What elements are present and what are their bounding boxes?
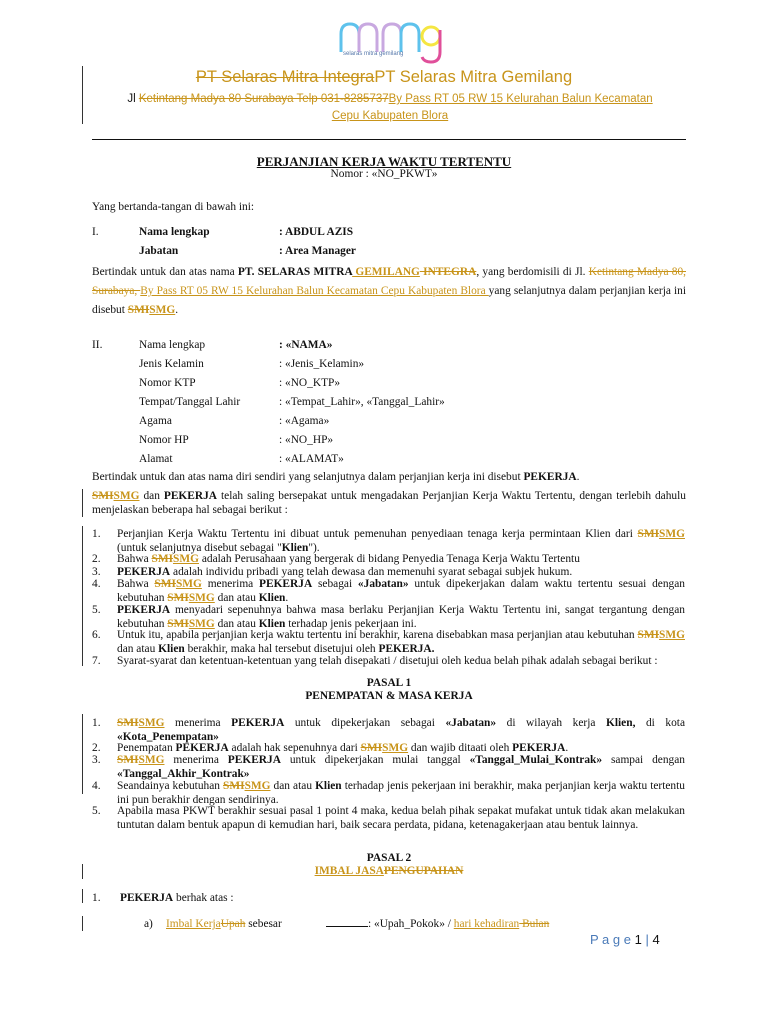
list-number: 7. xyxy=(92,655,101,667)
blank-line xyxy=(326,926,368,927)
party1-position-label: Jabatan xyxy=(139,245,179,257)
recital-item xyxy=(117,552,685,566)
text-run: , yang berdomisili di Jl. xyxy=(476,266,589,278)
list-number: 2. xyxy=(92,553,101,565)
party2-field-label: Nama lengkap xyxy=(139,339,206,351)
text-run: . xyxy=(175,304,179,316)
page-footer xyxy=(590,932,660,948)
text-run: By Pass RT 05 RW 15 Kelurahan Balun Kecamatan Cepu Kabupaten Blora xyxy=(140,285,489,297)
text-run: PEKERJA xyxy=(259,578,313,590)
text-run: Klien, xyxy=(605,717,636,729)
text-run: SMI xyxy=(637,528,660,540)
party2-field-label: Tempat/Tanggal Lahir xyxy=(139,396,241,408)
text-run: Klien xyxy=(258,618,286,630)
text-run: terhadap jenis pekerjaan ini. xyxy=(285,618,417,630)
text-run: adalah Perusahaan yang bergerak di bidang Penyedia Tenaga Kerja Waktu Tertentu xyxy=(198,553,580,565)
party2-field-value: : «NAMA» xyxy=(279,339,333,351)
text-run: menerima xyxy=(164,717,232,729)
text-run: PEKERJA xyxy=(117,566,171,578)
text-run: SMI xyxy=(117,717,139,729)
text-run: Untuk itu, apabila perjanjian kerja waktu tertentu ini berakhir, karena disebabkan masa perjanjian atau kebutuhan xyxy=(117,629,638,641)
text-run: sebagai xyxy=(312,578,358,590)
page-total: 4 xyxy=(652,932,660,947)
party2-field-value: : «NO_KTP» xyxy=(279,377,341,389)
text-run: dan atau xyxy=(214,618,259,630)
text-run: INTEGRA xyxy=(419,266,477,278)
text-run: Bahwa xyxy=(117,553,152,565)
list-number: 4. xyxy=(92,578,101,590)
recital-item xyxy=(117,654,685,668)
header-divider xyxy=(92,139,686,140)
text-run: PEKERJA xyxy=(512,742,566,754)
text-run: berakhir, maka hal tersebut disetujui oleh xyxy=(184,643,379,655)
text-run: PEKERJA xyxy=(523,471,577,483)
text-run: «Tanggal_Akhir_Kontrak» xyxy=(117,768,250,780)
party1-name-label: Nama lengkap xyxy=(139,226,210,238)
text-run: sampai dengan xyxy=(602,754,685,766)
text-run: sebesar xyxy=(245,918,282,930)
party2-field-value: : «NO_HP» xyxy=(279,434,334,446)
pasal2-subtitle xyxy=(0,865,768,877)
document-number: Nomor : «NO_PKWT» xyxy=(330,168,438,180)
text-run: SMG xyxy=(188,592,215,604)
list-number: 1. xyxy=(92,717,101,729)
text-run: PEKERJA xyxy=(117,604,171,616)
address-new-1: By Pass RT 05 RW 15 Kelurahan Balun Kecamatan xyxy=(388,93,653,105)
text-run: PT. SELARAS MITRA xyxy=(237,266,353,278)
list-number: 3. xyxy=(92,566,101,578)
text-run: yang selanjutnya dalam perjanjian kerja ini disebut xyxy=(92,285,686,316)
list-number: 3. xyxy=(92,754,101,766)
recital-item xyxy=(117,527,685,555)
document-title: PERJANJIAN KERJA WAKTU TERTENTU xyxy=(256,154,512,169)
text-run: menyadari sepenuhnya bahwa masa berlaku Perjanjian Kerja Waktu Tertentu ini, sangat tergantung dengan kebutuhan xyxy=(117,604,685,630)
pasal2-subitem-value xyxy=(368,917,549,931)
recital-item xyxy=(117,603,685,631)
pasal1-item xyxy=(117,716,685,744)
pasal1-item xyxy=(117,753,685,781)
party1-position-value: : Area Manager xyxy=(279,245,356,257)
recital-item xyxy=(117,628,685,656)
text-run: SMG xyxy=(113,490,140,502)
party1-paragraph xyxy=(92,263,686,320)
text-run: Perjanjian Kerja Waktu Tertentu ini dibuat untuk pemenuhan penyediaan tenaga kerja permintaan Klien dari xyxy=(117,528,638,540)
text-run: dan atau xyxy=(214,592,259,604)
list-number: 5. xyxy=(92,604,101,616)
party2-field-value: : «ALAMAT» xyxy=(279,453,344,465)
text-run: SMI xyxy=(92,490,114,502)
text-run: . xyxy=(576,471,580,483)
revision-bar xyxy=(82,526,83,666)
text-run: «Kota_Penempatan» xyxy=(117,731,219,743)
text-run: : «Upah_Pokok» / xyxy=(368,918,454,930)
text-run: SMG xyxy=(173,553,199,565)
text-run: di wilayah kerja xyxy=(496,717,606,729)
pasal2-title: PASAL 2 xyxy=(366,852,412,864)
party2-field-value: : «Jenis_Kelamin» xyxy=(279,358,365,370)
pasal2-item xyxy=(120,891,234,905)
text-run: «Tanggal_Mulai_Kontrak» xyxy=(469,754,603,766)
party1-label: I. xyxy=(92,226,99,238)
text-run: PEKERJA xyxy=(175,742,229,754)
address-new-2: Cepu Kabupaten Blora xyxy=(331,110,449,122)
company-name xyxy=(0,68,768,87)
text-run: Apabila masa PKWT berakhir sesuai pasal 1 point 4 maka, kedua belah pihak sepakat mufakat untuk tidak akan melakukan tuntutan dalam bentuk apapun di kemudian hari, baik secara perdata, pidana, ketenagakerjaan atau bentuk lainnya. xyxy=(117,805,685,831)
sub-item-label: a) xyxy=(144,918,153,930)
recital-item xyxy=(117,577,685,605)
text-run: Syarat-syarat dan ketentuan-ketentuan yang telah disepakati / disetujui oleh kedua belah pihak adalah sebagai berikut : xyxy=(117,655,658,667)
revision-bar xyxy=(82,916,83,931)
list-number: 5. xyxy=(92,805,101,817)
text-run: PEKERJA xyxy=(120,892,174,904)
text-run: SMG xyxy=(175,578,202,590)
party2-paragraph xyxy=(92,470,580,484)
text-run: PENGUPAHAN xyxy=(383,865,464,877)
party2-field-label: Nomor KTP xyxy=(139,377,196,389)
text-run: SMG xyxy=(188,618,215,630)
text-run: Klien xyxy=(258,592,286,604)
text-run: dan atau xyxy=(270,780,316,792)
text-run: SMG xyxy=(659,528,685,540)
party2-field-label: Jenis Kelamin xyxy=(139,358,204,370)
party2-field-value: : «Tempat_Lahir», «Tanggal_Lahir» xyxy=(279,396,445,408)
revision-bar xyxy=(82,489,83,517)
list-number: 1. xyxy=(92,892,101,904)
text-run: SMG xyxy=(149,304,176,316)
text-run: SMG xyxy=(138,754,165,766)
text-run: SMG xyxy=(659,629,685,641)
text-run: adalah individu pribadi yang telah dewasa dan memenuhi syarat sebagai subjek hukum. xyxy=(170,566,573,578)
text-run: SMI xyxy=(167,618,189,630)
text-run: PEKERJA xyxy=(231,717,285,729)
page-label: P a g e xyxy=(590,932,631,947)
text-run: PEKERJA. xyxy=(378,643,435,655)
text-run: SMI xyxy=(117,754,139,766)
text-run: «Jabatan» xyxy=(445,717,497,729)
text-run: Bertindak untuk dan atas nama xyxy=(92,266,238,278)
text-run: di kota xyxy=(635,717,685,729)
party2-label: II. xyxy=(92,339,103,351)
text-run: Ketintang Madya 80, Surabaya, xyxy=(92,266,687,297)
text-run: Imbal Kerja xyxy=(166,918,221,930)
page-number: 1 xyxy=(634,932,642,947)
text-run: "). xyxy=(308,542,320,554)
page-separator: | xyxy=(645,932,649,947)
intro-text: Yang bertanda-tangan di bawah ini: xyxy=(92,201,255,213)
pasal1-title: PASAL 1 xyxy=(366,677,412,689)
agreement-paragraph xyxy=(92,489,686,517)
text-run: «Jabatan» xyxy=(357,578,409,590)
party2-field-value: : «Agama» xyxy=(279,415,330,427)
address-old: Ketintang Madya 80 Surabaya Telp 031-8285737 xyxy=(138,93,389,105)
text-run: SMG xyxy=(138,717,165,729)
pasal1-item xyxy=(117,779,685,807)
text-run: . xyxy=(285,592,289,604)
text-run: (untuk selanjutnya disebut sebagai " xyxy=(117,542,282,554)
text-run: GEMILANG xyxy=(352,266,420,278)
text-run: Klien xyxy=(158,643,185,655)
list-number: 4. xyxy=(92,780,101,792)
text-run: SMI xyxy=(127,304,150,316)
text-run: adalah hak sepenuhnya dari xyxy=(228,742,361,754)
text-run: untuk dipekerjakan sebagai xyxy=(284,717,446,729)
text-run: IMBAL JASA xyxy=(314,865,384,877)
text-run: SMI xyxy=(167,592,189,604)
text-run: Bulan xyxy=(519,918,550,930)
company-name-new: PT Selaras Mitra Gemilang xyxy=(374,68,573,86)
company-logo xyxy=(333,8,443,66)
revision-bar xyxy=(82,889,83,903)
text-run: hari kehadiran xyxy=(453,918,520,930)
text-run: untuk dipekerjakan mulai tanggal xyxy=(280,754,470,766)
text-run: berhak atas : xyxy=(173,892,234,904)
text-run: untuk dipekerjakan dalam waktu tertentu sesuai dengan kebutuhan xyxy=(117,578,685,604)
pasal2-subitem xyxy=(166,917,282,931)
text-run: dan wajib ditaati oleh xyxy=(408,742,513,754)
party1-name-value: : ABDUL AZIS xyxy=(279,226,354,238)
text-run: SMG xyxy=(382,742,409,754)
text-run: PEKERJA xyxy=(227,754,281,766)
pasal1-subtitle: PENEMPATAN & MASA KERJA xyxy=(305,690,473,702)
text-run: Klien xyxy=(315,780,342,792)
list-number: 6. xyxy=(92,629,101,641)
text-run: SMI xyxy=(637,629,660,641)
text-run: Bahwa xyxy=(117,578,155,590)
text-run: Upah xyxy=(220,918,246,930)
company-name-old: PT Selaras Mitra Integra xyxy=(195,68,375,86)
revision-bar xyxy=(82,714,83,794)
address-prefix: Jl xyxy=(127,93,136,105)
text-run: SMI xyxy=(223,780,245,792)
text-run: PEKERJA xyxy=(163,490,218,502)
text-run: menerima xyxy=(164,754,228,766)
text-run: dan atau xyxy=(117,643,159,655)
company-address xyxy=(80,91,700,125)
pasal1-item xyxy=(117,804,685,832)
text-run: Seandainya kebutuhan xyxy=(117,780,224,792)
text-run: telah saling bersepakat untuk mengadakan Perjanjian Kerja Waktu Tertentu, dengan terlebih dahulu menjelaskan beberapa hal sebagai berikut : xyxy=(92,490,686,516)
text-run: Penempatan xyxy=(117,742,176,754)
text-run: SMI xyxy=(360,742,383,754)
text-run: SMI xyxy=(154,578,176,590)
party2-field-label: Agama xyxy=(139,415,172,427)
text-run: . xyxy=(565,742,569,754)
text-run: SMI xyxy=(151,553,174,565)
party2-field-label: Nomor HP xyxy=(139,434,189,446)
logo-tagline: selaras mitra gemilang xyxy=(343,51,404,57)
party2-field-label: Alamat xyxy=(139,453,173,465)
text-run: dan xyxy=(139,490,164,502)
text-run: terhadap jenis pekerjaan ini berakhir, maka perjanjian kerja waktu tertentu ini pun berakhir dengan sendirinya. xyxy=(117,780,685,806)
text-run: SMG xyxy=(244,780,271,792)
list-number: 2. xyxy=(92,742,101,754)
text-run: Klien xyxy=(281,542,309,554)
text-run: Bertindak untuk dan atas nama diri sendiri yang selanjutnya dalam perjanjian kerja ini disebut xyxy=(92,471,524,483)
text-run: menerima xyxy=(201,578,260,590)
list-number: 1. xyxy=(92,528,101,540)
